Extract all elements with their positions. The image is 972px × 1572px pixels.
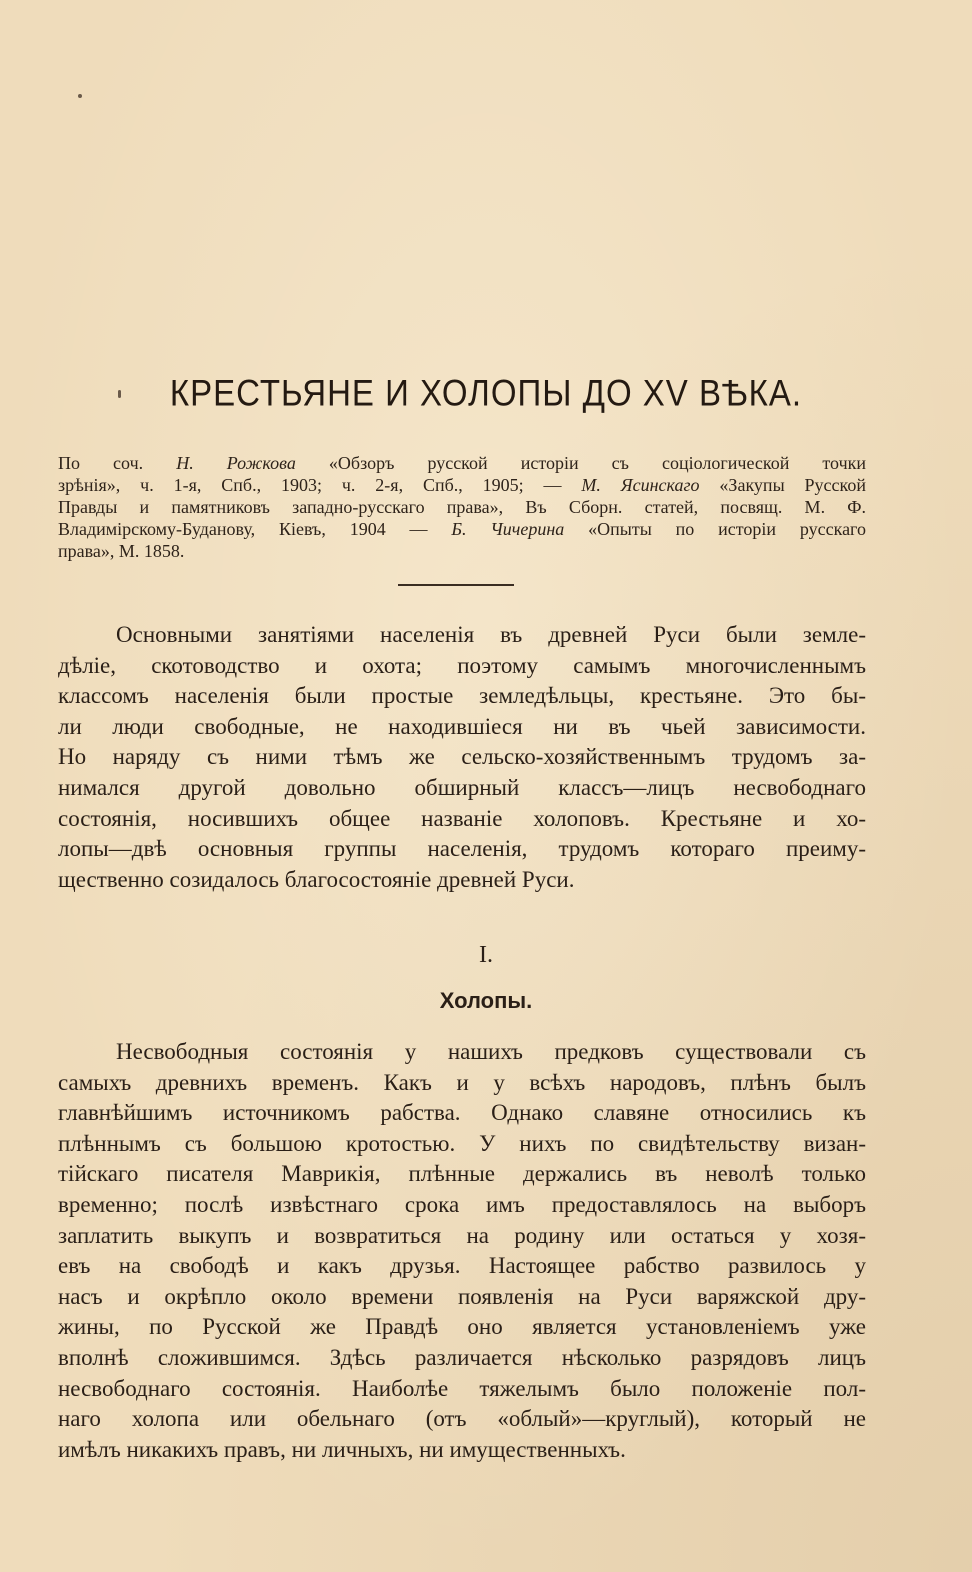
text-line: наго холопа или обельнаго (отъ «облый»—круглый), который не — [58, 1406, 866, 1432]
text-line: состоянія, носившихъ общее названіе холоповъ. Крестьяне и хо- — [58, 805, 866, 831]
text-line: ли люди свободные, не находившіеся ни въ чьей зависимости. — [58, 713, 866, 739]
sources-line — [58, 540, 866, 562]
sources-text: зрѣнія», ч. 1-я, Спб., 1903; ч. 2-я, Спб., 1905; — — [58, 475, 582, 495]
sources-text: «Закупы Русской — [699, 475, 866, 495]
section-title: Холопы. — [439, 988, 533, 1013]
text-line: жины, по Русской же Правдѣ оно является установленіемъ уже — [58, 1314, 866, 1340]
sources-text: Владимірскому-Буданову, Кіевъ, 1904 — — [58, 519, 452, 539]
text-line: Основными занятіями населенія въ древней Руси были земле- — [116, 622, 866, 647]
text-line: несвободнаго состоянія. Наиболѣе тяжелымъ было положеніе пол- — [58, 1375, 866, 1401]
text-line: тійскаго писателя Маврикія, плѣнные держались въ неволѣ только — [58, 1161, 866, 1187]
sources-line — [58, 496, 866, 518]
text-line: евъ на свободѣ и какъ друзья. Настоящее рабство развилось у — [58, 1253, 866, 1279]
ink-speck — [78, 94, 82, 98]
paragraph-holopy — [58, 1037, 866, 1465]
author-name: М. Ясинскаго — [581, 475, 700, 495]
section-number: I. — [479, 942, 493, 968]
sources-line — [58, 474, 866, 496]
chapter-title: КРЕСТЬЯНЕ И ХОЛОПЫ ДО XV ВѢКА. — [169, 371, 803, 414]
text-line: Несвободныя состоянія у нашихъ предковъ существовали съ — [116, 1039, 866, 1064]
text-line: плѣннымъ съ большою кротостью. У нихъ по свидѣтельству визан- — [58, 1130, 866, 1156]
sources-text: По соч. — [58, 453, 177, 473]
author-name: Н. Рожкова — [176, 453, 296, 473]
sources-text: права», М. 1858. — [58, 541, 185, 561]
sources-line — [58, 518, 866, 540]
text-line: Но наряду съ ними тѣмъ же сельско-хозяйственнымъ трудомъ за- — [58, 744, 866, 770]
text-line: классомъ населенія были простые земледѣльцы, крестьяне. Это бы- — [58, 683, 866, 709]
sources-line — [58, 452, 866, 474]
paragraph-intro — [58, 620, 866, 895]
text-line: насъ и окрѣпло около времени появленія на Руси варяжской дру- — [58, 1283, 866, 1309]
text-line: заплатить выкупъ и возвратиться на родину или остаться у хозя- — [58, 1222, 866, 1248]
text-line: главнѣйшимъ источникомъ рабства. Однако славяне относились къ — [58, 1100, 866, 1126]
author-name: Б. Чичерина — [451, 519, 565, 539]
text-line: дѣліе, скотоводство и охота; поэтому самымъ многочисленнымъ — [58, 652, 866, 678]
text-line: нимался другой довольно обширный классъ—лицъ несвободнаго — [58, 774, 866, 800]
text-line: самыхъ древнихъ временъ. Какъ и у всѣхъ народовъ, плѣнъ былъ — [58, 1069, 866, 1095]
text-line: щественно созидалось благосостояніе древней Руси. — [58, 866, 575, 892]
sources-text: Правды и памятниковъ западно-русскаго права», Въ Сборн. статей, посвящ. М. Ф. — [58, 497, 866, 517]
text-line: временно; послѣ извѣстнаго срока имъ предоставлялось на выборъ — [58, 1191, 866, 1217]
sources-text: «Обзоръ русской исторіи съ соціологической точки — [295, 453, 866, 473]
text-line: лопы—двѣ основныя группы населенія, трудомъ котораго преиму- — [58, 836, 866, 862]
text-line: имѣлъ никакихъ правъ, ни личныхъ, ни имущественныхъ. — [58, 1436, 626, 1462]
sources-text: «Опыты по исторіи русскаго — [564, 519, 866, 539]
separator-rule — [398, 584, 514, 586]
text-line: вполнѣ сложившимся. Здѣсь различается нѣсколько разрядовъ лицъ — [58, 1344, 866, 1370]
sources-note — [58, 452, 866, 562]
